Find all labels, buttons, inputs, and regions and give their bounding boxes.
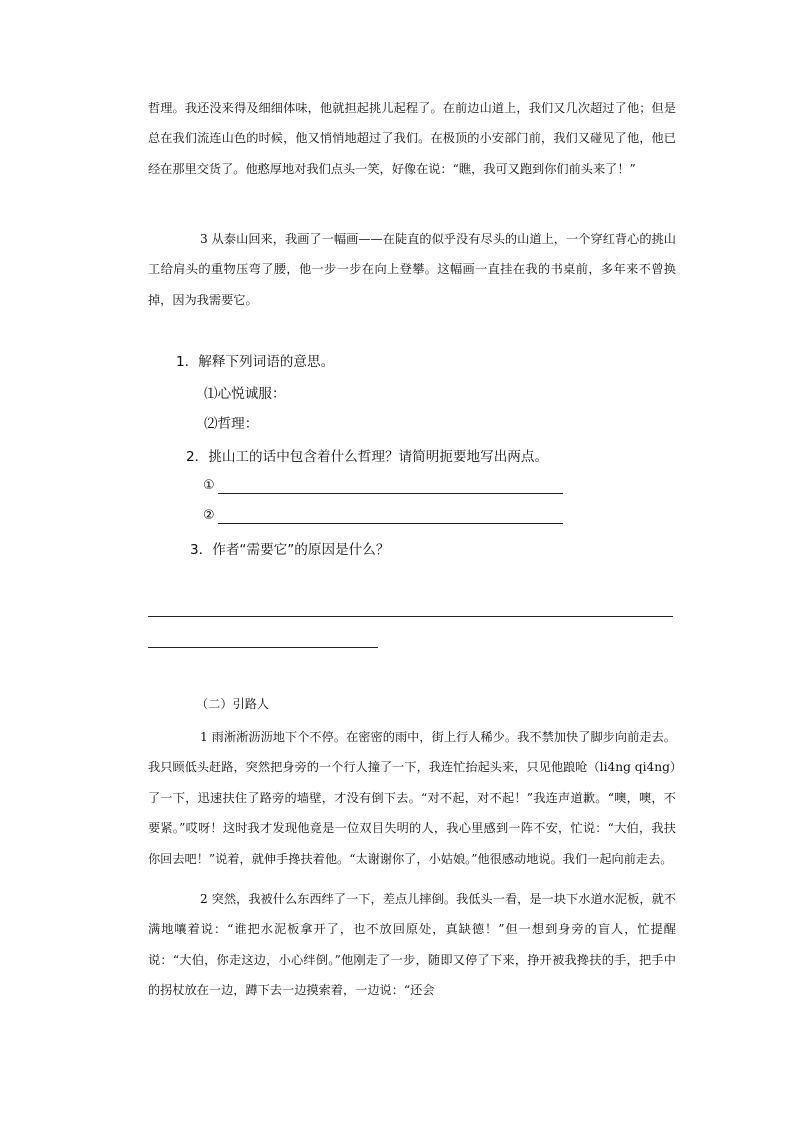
passage1-continued-paragraph: 哲理。我还没来得及细细体味，他就担起挑儿起程了。在前边山道上，我们又几次超过了他；但是总在我们流连山色的时候，他又悄悄地超过了我们。在极顶的小安部门前，我们又碰见了他，他已经在那里交货了。他憨厚地对我们点头一笑，好像在说：“瞧，我可又跑到你们前头来了！”: [148, 101, 676, 176]
question-3: 3．作者“需要它”的原因是什么？: [190, 542, 390, 558]
circled-two-marker: ②: [203, 508, 215, 523]
question-1: 1．解释下列词语的意思。: [176, 354, 335, 370]
passage1-paragraph-3: 3 从泰山回来，我画了一幅画——在陡直的似乎没有尽头的山道上，一个穿红背心的挑山工给肩头的重物压弯了腰，他一步一步在向上登攀。这幅画一直挂在我的书桌前，多年来不曾换掉，因为我需要它。: [148, 232, 676, 307]
answer-line-2: [218, 523, 563, 524]
circled-one-marker: ①: [203, 478, 215, 493]
question-2: 2．挑山工的话中包含着什么哲理？请简明扼要地写出两点。: [186, 449, 549, 465]
answer-line-1: [218, 493, 563, 494]
passage2-paragraph-1: 1 雨淅淅沥沥地下个不停。在密密的雨中，街上行人稀少。我不禁加快了脚步向前走去。我只顾低头赶路，突然把身旁的一个行人撞了一下，我连忙抬起头来，只见他踉呛（li4ng qi4ng）了一下，迅速扶住了路旁的墙壁，才没有倒下去。“对不起，对不起！”我连声道歉。“噢，噢，不要紧。”哎呀！这时我才发现他竟是一位双目失明的人，我心里感到一阵不安，忙说：“大伯，我扶你回去吧！”说着，就伸手搀扶着他。“太谢谢你了，小姑娘。”他很感动地说。我们一起向前走去。: [148, 730, 676, 866]
answer-line-q3-full[interactable]: [148, 616, 673, 617]
question-1-item-b: ⑵哲理：: [204, 416, 259, 432]
answer-line-q3-short[interactable]: [148, 647, 378, 648]
passage2-paragraph-2: 2 突然，我被什么东西绊了一下，差点儿摔倒。我低头一看，是一块下水道水泥板，就不满地嚷着说：“谁把水泥板拿开了，也不放回原处，真缺德！”但一想到身旁的盲人，忙提醒说：“大伯，你走这边，小心绊倒。”他刚走了一步，随即又停了下来，挣开被我搀扶的手，把手中的拐杖放在一边，蹲下去一边摸索着，一边说：“还会: [148, 892, 676, 998]
passage2-heading: （二）引路人: [196, 697, 270, 711]
question-1-item-a: ⑴心悦诚服：: [204, 386, 286, 402]
